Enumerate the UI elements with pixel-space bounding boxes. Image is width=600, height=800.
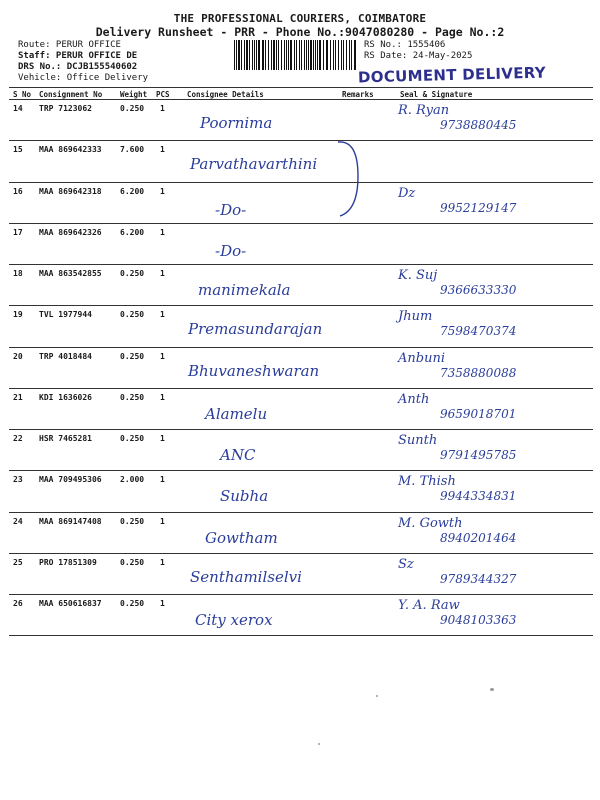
weight: 0.250 [120,392,145,402]
receiver-phone: 9659018701 [440,406,517,421]
barcode-bar [326,40,328,70]
receiver-phone: 7358880088 [440,365,517,380]
row-divider [9,470,593,471]
company-name: THE PROFESSIONAL COURIERS, COIMBATORE [173,12,427,25]
col-remarks: Remarks [342,90,374,99]
consignment-number: MAA 650616837 [39,599,102,608]
barcode-bar [333,40,334,70]
row-divider [9,553,593,554]
consignee-name: Bhuvaneshwaran [188,361,320,380]
barcode-bar [278,40,279,70]
consignment-number: MAA 869147408 [39,516,102,526]
staff: Staff: PERUR OFFICE DE [18,51,138,61]
serial-number: 24 [13,516,23,526]
serial-number: 17 [13,227,23,237]
consignment-number: MAA 709495306 [39,475,102,485]
barcode-bar [310,40,312,70]
barcode-bar [254,40,255,70]
barcode-bar [343,40,344,70]
weight: 6.200 [120,227,145,237]
pieces: 1 [160,434,165,443]
serial-number: 23 [13,475,23,485]
rs-number: RS No.: 1555406 [364,40,446,50]
barcode-bar [301,40,302,70]
weight: 0.250 [120,434,145,443]
barcode-bar [304,40,305,70]
consignment-number: MAA 869642318 [39,186,102,196]
col-seal-signature: Seal & Signature [400,90,473,99]
pieces: 1 [160,145,165,155]
row-divider [9,635,593,636]
row-divider [9,182,593,183]
serial-number: 22 [13,434,23,443]
row-divider [9,264,593,265]
serial-number: 14 [13,104,23,113]
col-pcs: PCS [156,90,170,99]
barcode-bar [290,40,292,70]
serial-number: 16 [13,186,23,196]
barcode-bar [241,40,242,70]
pieces: 1 [160,557,165,567]
barcode-bar [323,40,324,70]
row-divider [9,305,593,306]
barcode-bar [317,40,318,70]
barcode-bar [252,40,253,70]
route: Route: PERUR OFFICE [18,40,121,50]
consignment-number: MAA 869642326 [39,227,102,237]
consignee-name: Poornima [200,114,273,132]
row-divider [9,388,593,389]
pieces: 1 [160,186,165,196]
row-divider [9,140,593,141]
barcode-bar [315,40,316,70]
barcode-bar [244,40,245,70]
receiver-phone: 9048103363 [440,613,517,627]
pieces: 1 [160,599,165,608]
consignee-name: -Do- [215,241,247,260]
serial-number: 26 [13,599,23,608]
consignee-name: manimekala [198,281,291,299]
document-delivery-stamp: DOCUMENT DELIVERY [357,63,547,87]
barcode-bar [246,40,248,70]
consignee-name: Alamelu [205,404,268,423]
weight: 2.000 [120,475,145,485]
barcode-bar [341,40,342,70]
col-sno: S No [13,90,32,99]
consignee-name: -Do- [215,200,247,219]
serial-number: 18 [13,269,23,278]
signature: Jhum [398,309,433,325]
barcode-bar [271,40,272,70]
barcode-bar [294,40,295,70]
weight: 0.250 [120,310,145,320]
consignment-number: MAA 869642333 [39,145,102,155]
pieces: 1 [160,516,165,526]
row-divider [9,512,593,513]
serial-number: 21 [13,392,23,402]
consignee-name: ANC [220,446,256,464]
pieces: 1 [160,475,165,485]
barcode-bar [281,40,282,70]
runsheet-subtitle: Delivery Runsheet - PRR - Phone No.:9047080280 - Page No.:2 [95,25,505,39]
weight: 6.200 [120,186,145,196]
header-top-rule [9,87,593,88]
pieces: 1 [160,392,165,402]
row-divider [9,594,593,595]
weight: 0.250 [120,104,145,113]
barcode-bar [284,40,285,70]
barcode-bar [273,40,275,70]
header-bottom-rule [9,99,593,100]
col-consignment: Consignment No [39,90,103,99]
barcode-bar [349,40,350,70]
barcode-bar [335,40,336,70]
consignment-number: PRO 17851309 [39,557,97,567]
barcode-bar [296,40,297,70]
vehicle: Vehicle: Office Delivery [18,73,149,83]
barcode-bar [288,40,289,70]
serial-number: 15 [13,145,23,155]
serial-number: 19 [13,310,23,320]
pieces: 1 [160,351,165,361]
consignment-number: KDI 1636026 [39,392,92,402]
barcode-bar [338,40,339,70]
rs-date: RS Date: 24-May-2025 [364,51,473,61]
signature: K. Suj [398,268,438,283]
col-weight: Weight [120,90,148,99]
consignee-name: City xerox [195,611,273,629]
barcode-bar [258,40,260,70]
barcode-bar [351,40,352,70]
pieces: 1 [160,269,165,278]
consignment-number: TRP 7123062 [39,104,92,113]
signature: Dz [398,185,416,201]
stray-mark [318,743,320,745]
barcode-bar [238,40,240,70]
barcode-bar [319,40,321,70]
serial-number: 20 [13,351,23,361]
consignment-number: TVL 1977944 [39,310,92,320]
consignment-number: HSR 7465281 [39,434,92,443]
serial-number: 25 [13,557,23,567]
receiver-phone: 9738880445 [440,118,517,132]
col-consignee: Consignee Details [187,90,264,99]
signature: Y. A. Raw [398,598,460,613]
consignee-name: Subha [220,487,269,506]
receiver-phone: 9791495785 [440,448,517,462]
weight: 0.250 [120,351,145,361]
consignee-name: Senthamilselvi [190,567,302,586]
pieces: 1 [160,104,165,113]
stray-mark [376,695,378,697]
pieces: 1 [160,227,165,237]
signature: Anbuni [398,350,445,366]
stray-mark [490,688,494,691]
receiver-phone: 8940201464 [440,530,517,545]
barcode-bar [346,40,347,70]
receiver-phone: 9366633330 [440,283,517,297]
barcode-bar [299,40,300,70]
consignment-number: TRP 4018484 [39,351,92,361]
barcode-bar [268,40,269,70]
barcode-bar [313,40,314,70]
weight: 0.250 [120,269,145,278]
weight: 0.250 [120,599,145,608]
row-divider [9,223,593,224]
row-divider [9,429,593,430]
barcode-bar [262,40,264,70]
weight: 0.250 [120,516,145,526]
weight: 7.600 [120,145,145,155]
barcode-bar [286,40,287,70]
barcode-bar [354,40,356,70]
receiver-phone: 9952129147 [440,200,517,215]
receiver-phone: 7598470374 [440,324,517,339]
signature: M. Gowth [398,515,463,531]
receiver-phone: 9944334831 [440,489,517,504]
bracket-mark [336,138,366,218]
drs-number: DRS No.: DCJB155540602 [18,62,138,72]
signature: Anth [398,391,430,407]
signature: Sunth [398,433,438,448]
weight: 0.250 [120,557,145,567]
barcode-bar [256,40,257,70]
barcode-bar [306,40,307,70]
barcode-bar [236,40,237,70]
barcode-bar [276,40,277,70]
consignee-name: Parvathavarthini [190,155,318,174]
consignee-name: Premasundarajan [188,320,323,339]
signature: R. Ryan [398,103,450,118]
barcode-bar [330,40,331,70]
row-divider [9,347,593,348]
receiver-phone: 9789344327 [440,571,517,586]
signature: M. Thish [398,474,456,490]
consignment-number: MAA 863542855 [39,269,102,278]
barcode-bar [308,40,309,70]
barcode-bar [265,40,266,70]
barcode-bar [249,40,250,70]
signature: Sz [398,556,414,572]
consignee-name: Gowtham [205,528,278,547]
barcode-bar [234,40,235,70]
pieces: 1 [160,310,165,320]
barcode [234,40,358,70]
